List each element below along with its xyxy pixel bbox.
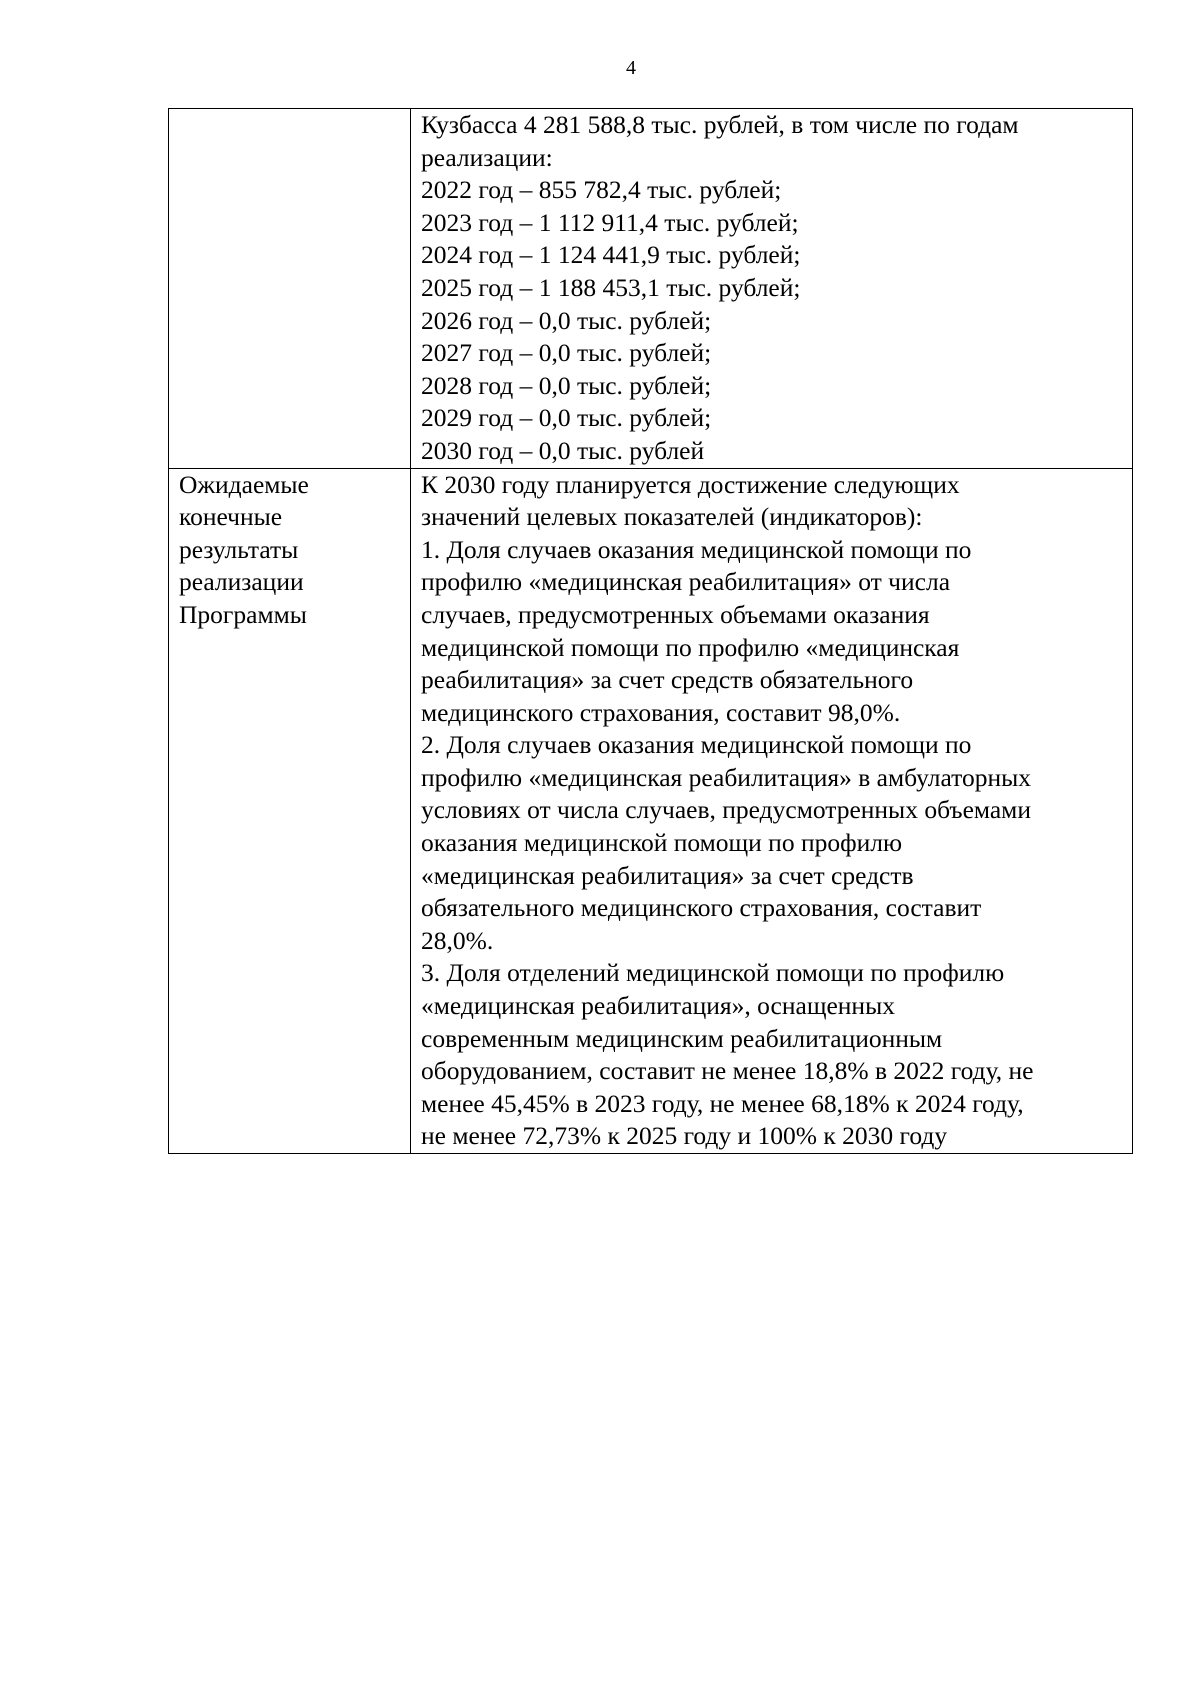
funding-year-line: 2028 год – 0,0 тыс. рублей; — [421, 370, 712, 400]
expected-results-line: профилю «медицинская реабилитация» в амбулаторных — [421, 762, 1031, 792]
expected-results-line: 2. Доля случаев оказания медицинской помощи по — [421, 730, 972, 760]
expected-results-line: случаев, предусмотренных объемами оказания — [421, 599, 930, 629]
funding-row — [169, 109, 1133, 469]
funding-year-line: 2023 год – 1 112 911,4 тыс. рублей; — [421, 207, 799, 237]
expected-results-line: медицинского страхования, составит 98,0%. — [421, 697, 901, 727]
expected-results-line: не менее 72,73% к 2025 году и 100% к 2030 году — [421, 1121, 948, 1151]
funding-year-line: 2026 год – 0,0 тыс. рублей; — [421, 305, 712, 335]
funding-year-line: 2027 год – 0,0 тыс. рублей; — [421, 338, 712, 368]
expected-results-line: реабилитация» за счет средств обязательного — [421, 665, 914, 695]
funding-line: Кузбасса 4 281 588,8 тыс. рублей, в том числе по годам — [421, 110, 1019, 139]
expected-results-line: 3. Доля отделений медицинской помощи по профилю — [421, 958, 1005, 988]
expected-results-line: 1. Доля случаев оказания медицинской помощи по — [421, 534, 972, 564]
expected-results-line: современным медицинским реабилитационным — [421, 1023, 943, 1053]
funding-year-line: 2029 год – 0,0 тыс. рублей; — [421, 403, 712, 433]
expected-results-label-line: Программы — [179, 599, 307, 629]
expected-results-line: обязательного медицинского страхования, составит — [421, 893, 982, 923]
expected-results-line: «медицинская реабилитация» за счет средств — [421, 860, 914, 890]
funding-label-cell — [169, 109, 411, 469]
expected-results-line: значений целевых показателей (индикаторов): — [421, 502, 923, 532]
expected-results-label-line: результаты — [179, 534, 299, 564]
expected-results-line: «медицинская реабилитация», оснащенных — [421, 991, 895, 1021]
expected-results-line: профилю «медицинская реабилитация» от числа — [421, 567, 951, 597]
funding-line: реализации: — [421, 142, 553, 172]
expected-results-line: оказания медицинской помощи по профилю — [421, 828, 903, 858]
funding-year-line: 2030 год – 0,0 тыс. рублей — [421, 435, 705, 465]
funding-year-line: 2022 год – 855 782,4 тыс. рублей; — [421, 175, 782, 205]
expected-results-label-line: реализации — [179, 567, 304, 597]
funding-value-cell — [411, 109, 1133, 469]
expected-results-line: 28,0%. — [421, 925, 494, 955]
funding-year-line: 2024 год – 1 124 441,9 тыс. рублей; — [421, 240, 801, 270]
funding-year-line: 2025 год – 1 188 453,1 тыс. рублей; — [421, 272, 801, 302]
expected-results-line: менее 45,45% в 2023 году, не менее 68,18% к 2024 году, — [421, 1088, 1024, 1118]
page-number: 4 — [626, 57, 636, 79]
expected-results-line: оборудованием, составит не менее 18,8% в 2022 году, не — [421, 1056, 1034, 1086]
expected-results-label-line: конечные — [179, 502, 283, 532]
expected-results-line: медицинской помощи по профилю «медицинская — [421, 632, 960, 662]
program-passport-table — [168, 108, 1133, 1154]
expected-results-line: К 2030 году планируется достижение следующих — [421, 469, 960, 499]
expected-results-row — [169, 468, 1133, 1153]
expected-results-label-line: Ожидаемые — [179, 469, 309, 499]
expected-results-value-cell — [411, 468, 1133, 1153]
expected-results-label-cell — [169, 468, 411, 1153]
expected-results-line: условиях от числа случаев, предусмотренных объемами — [421, 795, 1031, 825]
